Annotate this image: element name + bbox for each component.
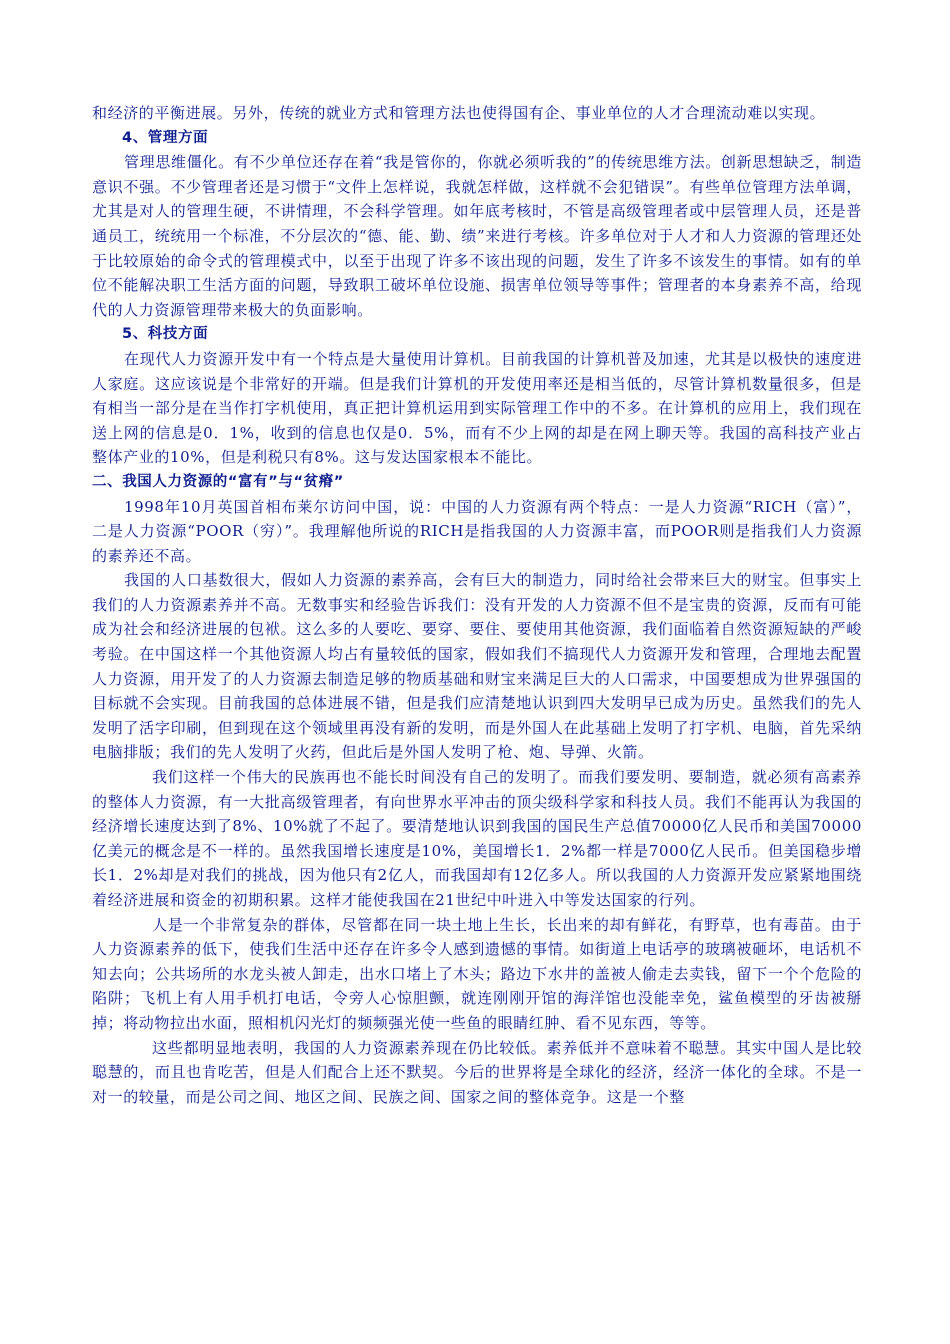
paragraph-complex-group: 人是一个非常复杂的群体，尽管都在同一块土地上生长，长出来的却有鲜花，有野草，也有毒苗。由于人力资源素养的低下，使我们生活中还存在许多令人感到遗憾的事情。如街道上电话亭的玻璃被砸坏，电话机不知去向；公共场所的水龙头被人卸走，出水口堵上了木头；路边下水井的盖被人偷走去卖钱，留下一个个危险的陷阱；飞机上有人用手机打电话，令旁人心惊胆颤，就连刚刚开馆的海洋馆也没能幸免，鲨鱼模型的牙齿被掰掉；将动物拉出水面，照相机闪光灯的频频强光使一些鱼的眼睛红肿、看不见东西，等等。 (92, 915, 862, 1032)
heading-management: 4、管理方面 (122, 129, 209, 146)
heading-technology: 5、科技方面 (122, 326, 209, 343)
heading-section-two: 二、我国人力资源的“富有”与“贫瘠” (92, 473, 344, 490)
paragraph-invention: 我们这样一个伟大的民族再也不能长时间没有自己的发明了。而我们要发明、要制造，就必须有高素养的整体人力资源，有一大批高级管理者，有向世界水平冲击的顶尖级科学家和科技人员。我们不能再认为我国的经济增长速度达到了8%、10%就了不起了。要清楚地认识到我国的国民生产总值70000亿人民币和美国70000亿美元的概念是不一样的。虽然我国增长速度是10%，美国增长1．2%都一样是7000亿人民币。但美国稳步增长1．2%却是对我们的挑战，因为他只有2亿人，而我国却有12亿多人。所以我国的人力资源开发应紧紧地围绕着经济进展和资金的初期积累。这样才能使我国在21世纪中叶进入中等发达国家的行列。 (92, 768, 862, 909)
paragraph-1998: 1998年10月英国首相布莱尔访问中国，说：中国的人力资源有两个特点：一是人力资源“RICH（富）”，二是人力资源“POOR（穷）”。我理解他所说的RICH是指我国的人力资源丰富，而POOR则是指我们人力资源的素养还不高。 (92, 497, 862, 565)
paragraph-intro: 和经济的平衡进展。另外，传统的就业方式和管理方法也使得国有企、事业单位的人才合理流动难以实现。 (92, 104, 826, 122)
paragraph-technology: 在现代人力资源开发中有一个特点是大量使用计算机。目前我国的计算机普及加速，尤其是以极快的速度进人家庭。这应该说是个非常好的开端。但是我们计算机的开发使用率还是相当低的，尽管计算机数量很多，但是有相当一部分是在当作打字机使用，真正把计算机运用到实际管理工作中的不多。在计算机的应用上，我们现在送上网的信息是0．1%，收到的信息也仅是0．5%，而有不少上网的却是在网上聊天等。我国的高科技产业占整体产业的10%，但是利税只有8%。这与发达国家根本不能比。 (92, 349, 862, 467)
document-body (92, 101, 862, 1109)
paragraph-management: 管理思维僵化。有不少单位还存在着“我是管你的，你就必须听我的”的传统思维方法。创新思想缺乏，制造意识不强。不少管理者还是习惯于“文件上怎样说，我就怎样做，这样就不会犯错误”。有些单位管理方法单调，尤其是对人的管理生硬，不讲情理，不会科学管理。如年底考核时，不管是高级管理者或中层管理人员，还是普通员工，统统用一个标准，不分层次的“德、能、勤、绩”来进行考核。许多单位对于人才和人力资源的管理还处于比较原始的命令式的管理模式中，以至于出现了许多不该出现的问题，发生了许多不该发生的事情。如有的单位不能解决职工生活方面的问题，导致职工破坏单位设施、损害单位领导等事件；管理者的本身素养不高，给现代的人力资源管理带来极大的负面影响。 (92, 153, 862, 319)
paragraph-low-quality: 这些都明显地表明，我国的人力资源素养现在仍比较低。素养低并不意味着不聪慧。其实中国人是比较聪慧的，而且也肯吃苦，但是人们配合上还不默契。今后的世界将是全球化的经济，经济一体化的全球。不是一对一的较量，而是公司之间、地区之间、民族之间、国家之间的整体竞争。这是一个整 (92, 1038, 862, 1106)
paragraph-population: 我国的人口基数很大，假如人力资源的素养高，会有巨大的制造力，同时给社会带来巨大的财宝。但事实上我们的人力资源素养并不高。无数事实和经验告诉我们：没有开发的人力资源不但不是宝贵的资源，反而有可能成为社会和经济进展的包袱。这么多的人要吃、要穿、要住、要使用其他资源，我们面临着自然资源短缺的严峻考验。在中国这样一个其他资源人均占有量较低的国家，假如我们不搞现代人力资源开发和管理，合理地去配置人力资源，用开发了的人力资源去制造足够的物质基础和财宝来满足巨大的人口需求，中国要想成为世界强国的目标就不会实现。目前我国的总体进展不错，但是我们应清楚地认识到四大发明早已成为历史。虽然我们的先人发明了活字印刷，但到现在这个领域里再没有新的发明，而是外国人在此基础上发明了打字机、电脑，首先采纳电脑排版；我们的先人发明了火药，但此后是外国人发明了枪、炮、导弹、火箭。 (92, 571, 862, 762)
